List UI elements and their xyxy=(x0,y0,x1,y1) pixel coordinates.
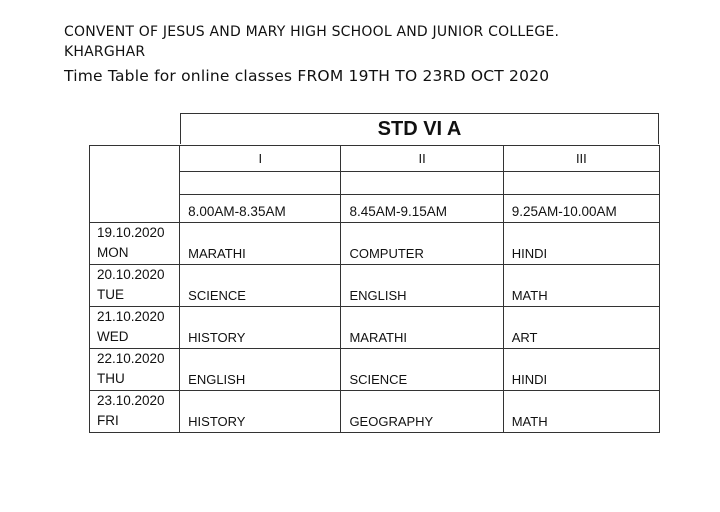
table-row xyxy=(90,265,660,307)
subject-cell: MARATHI xyxy=(180,223,341,265)
weekday-label: TUE xyxy=(97,287,124,302)
corner-cell xyxy=(90,146,180,223)
subject-cell: GEOGRAPHY xyxy=(341,391,503,433)
period-label: I xyxy=(180,146,341,172)
table-row xyxy=(90,349,660,391)
blank-cell xyxy=(180,172,341,195)
date-label: 21.10.2020 xyxy=(97,309,165,324)
period-time: 9.25AM-10.00AM xyxy=(503,195,659,223)
date-label: 20.10.2020 xyxy=(97,267,165,282)
subject-cell: MATH xyxy=(503,265,659,307)
blank-cell xyxy=(341,172,503,195)
day-cell xyxy=(90,391,180,433)
period-time: 8.45AM-9.15AM xyxy=(341,195,503,223)
subject-cell: HINDI xyxy=(503,223,659,265)
day-cell xyxy=(90,223,180,265)
table-row xyxy=(90,223,660,265)
date-label: 22.10.2020 xyxy=(97,351,165,366)
subject-cell: HISTORY xyxy=(180,391,341,433)
weekday-label: MON xyxy=(97,245,129,260)
subject-cell: ART xyxy=(503,307,659,349)
class-title: STD VI A xyxy=(180,113,659,144)
period-time: 8.00AM-8.35AM xyxy=(180,195,341,223)
timetable-subtitle: Time Table for online classes FROM 19TH TO 23RD OCT 2020 xyxy=(64,67,550,85)
timetable-grid xyxy=(89,145,660,433)
school-name: CONVENT OF JESUS AND MARY HIGH SCHOOL AND JUNIOR COLLEGE. xyxy=(64,24,560,40)
weekday-label: WED xyxy=(97,329,129,344)
weekday-label: FRI xyxy=(97,413,119,428)
subject-cell: HINDI xyxy=(503,349,659,391)
period-label: III xyxy=(503,146,659,172)
subject-cell: ENGLISH xyxy=(180,349,341,391)
day-cell xyxy=(90,307,180,349)
date-label: 23.10.2020 xyxy=(97,393,165,408)
day-cell xyxy=(90,265,180,307)
date-label: 19.10.2020 xyxy=(97,225,165,240)
subject-cell: HISTORY xyxy=(180,307,341,349)
table-row xyxy=(90,307,660,349)
period-label: II xyxy=(341,146,503,172)
subject-cell: MATH xyxy=(503,391,659,433)
subject-cell: SCIENCE xyxy=(341,349,503,391)
weekday-label: THU xyxy=(97,371,125,386)
subject-cell: ENGLISH xyxy=(341,265,503,307)
blank-cell xyxy=(503,172,659,195)
period-number-row xyxy=(90,146,660,172)
day-cell xyxy=(90,349,180,391)
subject-cell: MARATHI xyxy=(341,307,503,349)
school-location: KHARGHAR xyxy=(64,44,146,60)
subject-cell: SCIENCE xyxy=(180,265,341,307)
subject-cell: COMPUTER xyxy=(341,223,503,265)
table-row xyxy=(90,391,660,433)
